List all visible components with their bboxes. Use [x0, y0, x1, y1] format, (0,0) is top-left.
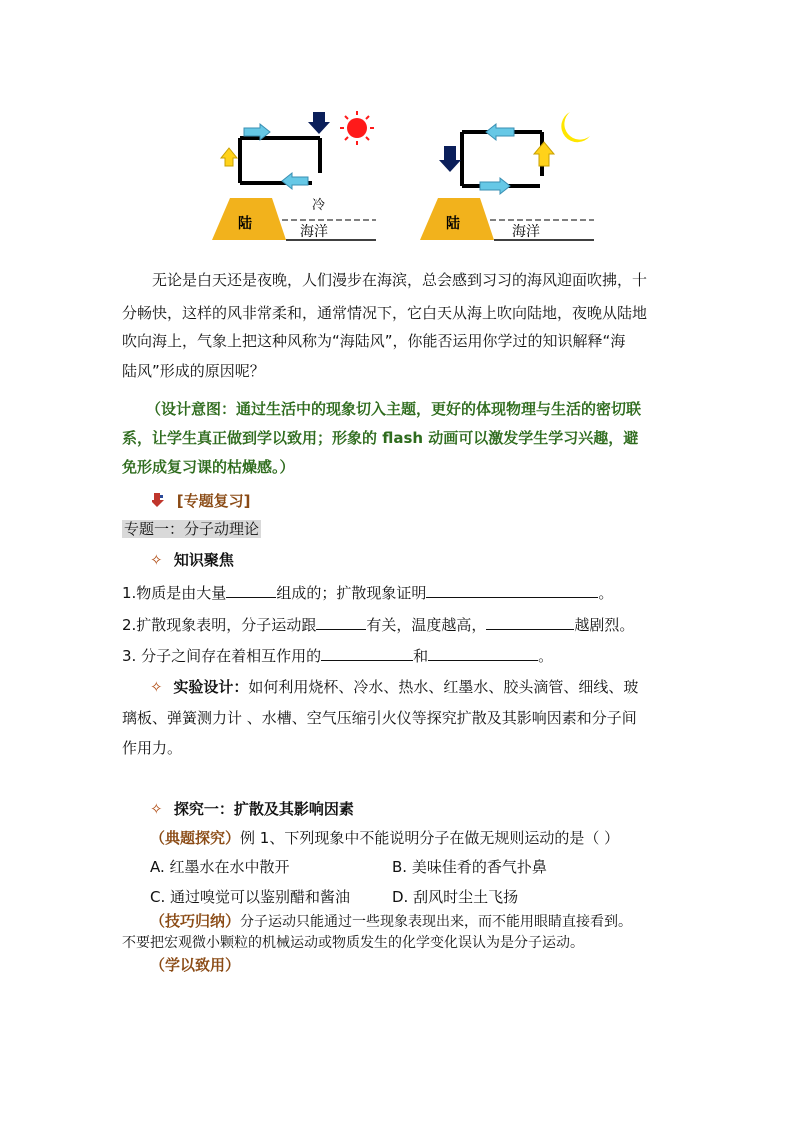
- experiment-line: [150, 672, 638, 702]
- day-panel: [212, 111, 376, 240]
- star-bullet-icon: ✧: [150, 800, 163, 818]
- star-bullet-icon: ✧: [150, 551, 163, 569]
- q1-part: 组成的；扩散现象证明: [276, 584, 427, 602]
- knowledge-heading: [150, 545, 234, 575]
- option-d: D. 刮风时尘土飞扬: [392, 888, 519, 906]
- q2-part: 越剧烈。: [574, 616, 635, 634]
- question-1: [122, 578, 613, 608]
- q1-part: 。: [598, 584, 614, 602]
- day-wind-arrow: [282, 173, 308, 189]
- day-sea-label: 海洋: [300, 224, 328, 240]
- intro-line: 吹向海上，气象上把这种风称为“海陆风”，你能否运用你学过的知识解释“海: [122, 332, 626, 350]
- experiment-line: 璃板、弹簧测力计 、水槽、空气压缩引火仪等探究扩散及其影响因素和分子间: [122, 709, 637, 727]
- topic1-label: 专题一：分子动理论: [124, 520, 260, 538]
- night-panel: [420, 112, 594, 240]
- night-land-label: 陆: [446, 216, 460, 232]
- intro-line: 陆风”形成的原因呢？: [122, 362, 265, 380]
- question-3: [122, 641, 553, 671]
- q3-part: 。: [538, 647, 554, 665]
- sea-breeze-diagram: [200, 108, 610, 248]
- option-c: C. 通过嗅觉可以鉴别醋和酱油: [150, 888, 351, 906]
- q2-blank[interactable]: [316, 613, 366, 630]
- night-sea-label: 海洋: [512, 224, 540, 240]
- arrow-bullet-icon: [152, 493, 164, 507]
- q3-blank[interactable]: [321, 644, 413, 661]
- q1-part: 1.物质是由大量: [122, 584, 227, 602]
- sun-icon: [340, 111, 374, 145]
- example-tag: （典题探究）: [150, 829, 241, 847]
- tip-line: 不要把宏观微小颗粒的机械运动或物质发生的化学变化误认为是分子运动。: [122, 935, 584, 951]
- apply-heading: （学以致用）: [150, 956, 241, 974]
- design-intent-line: （设计意图：通过生活中的现象切入主题，更好的体现物理与生活的密切联: [146, 400, 642, 418]
- q3-blank[interactable]: [428, 644, 538, 661]
- intro-line: 无论是白天还是夜晚，人们漫步在海滨，总会感到习习的海风迎面吹拂，十: [152, 271, 648, 289]
- experiment-label: 实验设计：: [173, 678, 249, 696]
- night-wind-arrow: [480, 178, 510, 194]
- review-heading: [152, 486, 251, 516]
- day-cold-label: 冷: [312, 198, 326, 213]
- night-wind-arrow: [486, 124, 514, 140]
- q2-part: 2.扩散现象表明，分子运动跟: [122, 616, 317, 634]
- question-2: [122, 610, 634, 640]
- q2-part: 有关，温度越高，: [366, 616, 487, 634]
- example-text: 例 1、下列现象中不能说明分子在做无规则运动的是（ ）: [240, 829, 620, 847]
- design-intent-line: 免形成复习课的枯燥感。）: [122, 458, 295, 476]
- tip-tag: （技巧归纳）: [150, 912, 241, 930]
- q3-part: 3. 分子之间存在着相互作用的: [122, 647, 322, 665]
- q1-blank[interactable]: [426, 581, 598, 598]
- experiment-text: 如何利用烧杯、冷水、热水、红墨水、胶头滴管、细线、玻: [248, 678, 639, 696]
- tip-text: 分子运动只能通过一些现象表现出来，而不能用眼睛直接看到。: [240, 914, 633, 930]
- knowledge-heading-text: 知识聚焦: [173, 551, 234, 569]
- night-up-arrow: [534, 142, 554, 166]
- explore-heading-text: 探究一：扩散及其影响因素: [173, 800, 354, 818]
- q1-blank[interactable]: [226, 581, 276, 598]
- day-up-arrow: [221, 148, 237, 166]
- example-line: [150, 823, 619, 853]
- experiment-line: 作用力。: [122, 739, 183, 757]
- q3-part: 和: [413, 647, 429, 665]
- star-bullet-icon: ✧: [150, 678, 163, 696]
- explore-heading: [150, 794, 354, 824]
- intro-line: 分畅快，这样的风非常柔和，通常情况下，它白天从海上吹向陆地，夜晚从陆地: [122, 304, 648, 322]
- option-b: B. 美味佳肴的香气扑鼻: [392, 858, 547, 876]
- day-land-label: 陆: [238, 216, 252, 232]
- q2-blank[interactable]: [486, 613, 574, 630]
- design-intent-line: 系，让学生真正做到学以致用；形象的 flash 动画可以激发学生学习兴趣，避: [122, 429, 639, 447]
- option-a: A. 红墨水在水中散开: [150, 858, 290, 876]
- moon-icon: [561, 112, 590, 142]
- day-down-arrow: [308, 112, 330, 134]
- topic-line: [122, 514, 261, 544]
- night-down-arrow: [439, 146, 461, 172]
- review-heading-text: [专题复习]: [176, 492, 251, 510]
